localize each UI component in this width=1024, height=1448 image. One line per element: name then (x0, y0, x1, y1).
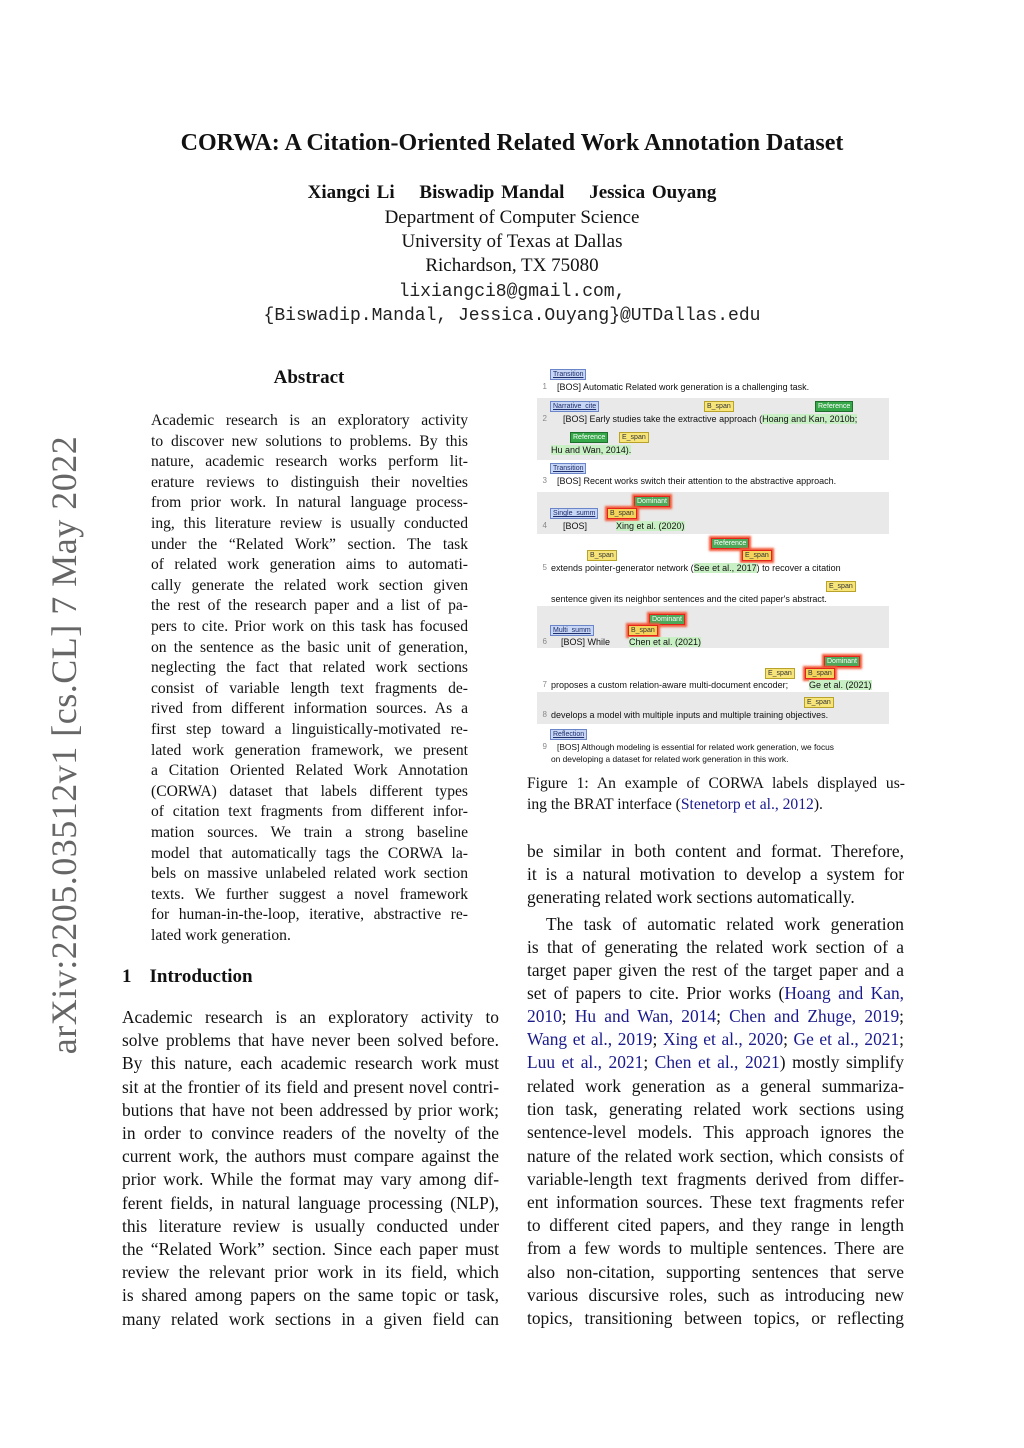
label-tag: Reference (570, 432, 608, 443)
figure-row (537, 648, 889, 692)
text-line: lated work generation. (151, 927, 291, 944)
sentence-text: ) to recover a citation (756, 563, 841, 573)
text-line: topics, transitioning between topics, or reflecting (527, 1308, 904, 1328)
section-heading-introduction (122, 966, 253, 988)
body-line: Wang et al., 2019; Xing et al., 2020; Ge et al., 2021; (527, 1029, 904, 1049)
text-line: first step toward a linguistically-motivated re- (151, 721, 468, 738)
label-tag: E_span (765, 668, 795, 679)
affiliation-university: University of Texas at Dallas (401, 231, 623, 252)
label-tag: B_span (805, 668, 835, 679)
text-line: in order to convince readers of the novelty of the (122, 1123, 499, 1143)
text-line: texts. We further suggest a novel framework (151, 885, 468, 903)
label-tag: Dominant (824, 656, 860, 667)
label-tag: E_span (619, 432, 649, 443)
line-number: 5 (542, 563, 547, 572)
text-line: ing, this literature review is usually conducted (151, 515, 468, 532)
text-line: the “Related Work” section. Since each paper must (122, 1239, 499, 1259)
annotated-sentence: [BOS] Automatic Related work generation is a challenging task. (557, 382, 810, 392)
author-name: Jessica Ouyang (589, 182, 717, 203)
citation-link[interactable]: Chen et al., 2021 (654, 1052, 780, 1072)
body-text: ) mostly simplify (779, 1052, 904, 1072)
text-line: the rest of the research paper and a list of pa- (151, 597, 468, 615)
text-line: lated work generation framework, we present (151, 741, 468, 759)
annotated-sentence: develops a model with multiple inputs and multiple training objectives. (551, 710, 829, 720)
body-line: be similar in both content and format. Therefore, (527, 841, 904, 861)
label-tag: Narrative_cite (550, 401, 599, 412)
text-line: sentence-level models. This approach ignores the (527, 1122, 904, 1143)
text-line: pers to cite. Prior work on this task has focused (151, 618, 468, 635)
annotated-sentence (551, 563, 841, 573)
body-line (527, 982, 904, 1005)
figure-row (537, 724, 889, 768)
body-line: generating related work sections automatically. (527, 887, 855, 907)
figure-row (537, 606, 889, 648)
label-tag: E_span (826, 581, 856, 592)
text-line: review the relevant prior work in its field, which (122, 1262, 499, 1283)
label-tag: Dominant (649, 614, 685, 625)
figure-row (537, 398, 889, 460)
citation-span: Hu and Wan, 2014). (551, 445, 632, 455)
annotated-sentence: on developing a dataset for related work generation in this work. (551, 754, 789, 764)
abstract-heading: Abstract (273, 367, 345, 388)
text-line: to different cited papers, and they range in length (527, 1215, 904, 1236)
label-tag: Multi_summ (550, 625, 594, 636)
label-tag: Reflection (550, 729, 587, 740)
text-line: solve problems that have never been solved before. (122, 1030, 499, 1051)
arxiv-id-text: arXiv:2205.03512v1 [cs.CL] 7 May 2022 (44, 435, 84, 1055)
line-number: 7 (542, 680, 547, 689)
paper-title: CORWA: A Citation-Oriented Related Work Annotation Dataset (180, 130, 844, 156)
line-number: 9 (542, 742, 547, 751)
text-line: Academic research is an exploratory activity to (122, 1007, 499, 1027)
label-tag: Transition (550, 463, 586, 474)
author-name: Biswadip Mandal (419, 182, 565, 203)
citation-span: Hoang and Kan, 2010b; (762, 414, 858, 424)
text-line: of citation text fragments from different infor- (151, 803, 468, 821)
text-line: this literature review is usually conducted under (122, 1215, 499, 1236)
label-tag: E_span (742, 550, 772, 561)
annotated-sentence: proposes a custom relation-aware multi-document encoder; (551, 680, 789, 690)
text-line: ferent fields, in natural language processing (NLP), (122, 1192, 499, 1213)
citation-link[interactable]: Wang et al., 2019 (527, 1029, 653, 1049)
line-number: 1 (542, 382, 547, 391)
figure-row (537, 534, 889, 606)
author-email: {Biswadip.Mandal, Jessica.Ouyang}@UTDallas.edu (263, 306, 761, 326)
annotated-sentence: [BOS] (563, 521, 588, 531)
text-line: of related work generation aims to automati- (151, 556, 468, 574)
text-line: rived from different information sources. As a (151, 700, 468, 718)
label-tag: Single_summ (550, 508, 598, 519)
text-line: butions that have not been addressed by prior work; (122, 1099, 499, 1120)
label-tag: Reference (815, 401, 853, 412)
label-tag: Dominant (634, 496, 670, 507)
author-list (0, 182, 1024, 204)
sentence-text: extends pointer-generator network ( (551, 563, 694, 573)
citation-span: Xing et al. (2020) (616, 521, 685, 531)
citation-link[interactable]: Stenetorp et al., 2012 (680, 795, 814, 813)
label-tag: Transition (550, 369, 586, 380)
author-email: lixiangci8@gmail.com, (398, 282, 626, 302)
text-line: from prior work. In natural language process- (151, 494, 468, 512)
citation-span: Chen et al. (2021) (629, 637, 702, 647)
text-line: model that automatically tags the CORWA la- (151, 844, 468, 862)
label-tag: B_span (607, 508, 637, 519)
citation-link[interactable]: Xing et al., 2020 (662, 1029, 784, 1049)
text-line: prior work. While the format may vary among dif- (122, 1169, 499, 1190)
text-line: ent information sources. These text fragments refer (527, 1192, 904, 1212)
label-tag: B_span (587, 550, 617, 561)
text-line: under the “Related Work” section. The task (151, 535, 468, 553)
section-title: Introduction (149, 966, 253, 987)
label-tag: Reference (711, 538, 749, 549)
figure-row (537, 492, 889, 534)
label-tag: B_span (704, 401, 734, 412)
author-name: Xiangci Li (307, 182, 395, 203)
sentence-text: [BOS] Early studies take the extractive approach ( (563, 414, 763, 424)
text-line: on the sentence as the basic unit of generation, (151, 638, 468, 656)
text-line: tion task, generating related work sections using (527, 1099, 904, 1120)
body-line: it is a natural motivation to develop a system for (527, 864, 904, 884)
label-tag: B_span (628, 625, 658, 636)
text-line: a Citation Oriented Related Work Annotation (151, 762, 468, 780)
text-line: cally generate the related work section given (151, 576, 468, 594)
text-line: variable-length text fragments derived from differ- (527, 1168, 904, 1189)
citation-link[interactable]: Hu and Wan, 2014 (574, 1006, 717, 1026)
text-line: (CORWA) dataset that labels different types (151, 782, 468, 800)
body-line: Luu et al., 2021; Chen et al., 2021) mostly simplify (527, 1052, 904, 1072)
body-line: is that of generating the related work section of a (527, 937, 904, 957)
line-number: 4 (542, 521, 547, 530)
body-text: set of papers to cite. Prior works ( (527, 983, 785, 1003)
text-line: nature, academic research works perform lit- (151, 453, 468, 471)
body-line: The task of automatic related work generation (546, 914, 904, 934)
figure-row (537, 692, 889, 724)
annotated-sentence: [BOS] Although modeling is essential for related work generation, we focus (557, 742, 834, 752)
text-line: related work generation as a general summariza- (527, 1076, 904, 1096)
text-line: to discover new solutions to problems. By this (151, 432, 468, 450)
caption-line (527, 795, 905, 816)
caption-line: Figure 1: An example of CORWA labels displayed us- (527, 775, 905, 792)
text-line: many related work sections in a given field can (122, 1308, 499, 1329)
citation-link[interactable]: 2010 (527, 1006, 562, 1026)
text-line: is shared among papers on the same topic or task, (122, 1285, 499, 1306)
annotated-sentence: sentence given its neighbor sentences and the cited paper's abstract. (551, 594, 827, 604)
text-line: current work, the authors must compare against the (122, 1146, 499, 1167)
citation-link[interactable]: Luu et al., 2021 (527, 1052, 644, 1072)
annotated-sentence: [BOS] Recent works switch their attention to the abstractive approach. (557, 476, 837, 486)
caption-text: ing the BRAT interface ( (527, 795, 681, 813)
text-line: erature reviews to distinguish their novelties (151, 473, 468, 491)
text-line: consist of variable length text fragments de- (151, 679, 468, 697)
line-number: 2 (542, 414, 547, 423)
figure-brat-annotation (537, 366, 889, 768)
text-line: bels on massive unlabeled related work section (151, 865, 468, 883)
annotated-sentence (563, 414, 857, 424)
line-number: 6 (542, 637, 547, 646)
text-line: for human-in-the-loop, iterative, abstractive re- (151, 906, 468, 924)
label-tag: E_span (804, 697, 834, 708)
text-line: also non-citation, supporting sentences that serve (527, 1261, 904, 1282)
text-line: from a few words to multiple sentences. There are (527, 1238, 904, 1259)
text-line: neglecting the fact that related work sections (151, 659, 468, 677)
text-line: various discursive roles, such as introducing new (527, 1284, 904, 1305)
text-line: By this nature, each academic research work must (122, 1053, 499, 1074)
citation-span: Ge et al. (2021) (809, 680, 872, 690)
citation-link[interactable]: Ge et al., 2021 (793, 1029, 900, 1049)
line-number: 8 (542, 710, 547, 719)
caption-text: ). (813, 795, 823, 813)
text-line: nature of the related work section, which consists of (527, 1145, 904, 1166)
affiliation-address: Richardson, TX 75080 (425, 255, 599, 276)
annotated-sentence: [BOS] While (561, 637, 611, 647)
citation-link[interactable]: Hoang and Kan, (784, 983, 904, 1003)
line-number: 3 (542, 476, 547, 485)
body-line: target paper given the rest of the target paper and a (527, 960, 904, 980)
text-line: sit at the frontier of its field and present novel contri- (122, 1076, 499, 1097)
section-number: 1 (122, 966, 132, 987)
citation-link[interactable]: Chen and Zhuge, 2019 (729, 1006, 900, 1026)
figure-row (537, 366, 889, 398)
figure-row (537, 460, 889, 492)
citation-span: See et al., 2017 (693, 563, 757, 573)
text-line: mation sources. We train a strong baseline (151, 824, 468, 841)
body-line: 2010; Hu and Wan, 2014; Chen and Zhuge, 2019; (527, 1006, 904, 1026)
affiliation-department: Department of Computer Science (384, 207, 640, 228)
text-line: Academic research is an exploratory activity (151, 412, 468, 429)
